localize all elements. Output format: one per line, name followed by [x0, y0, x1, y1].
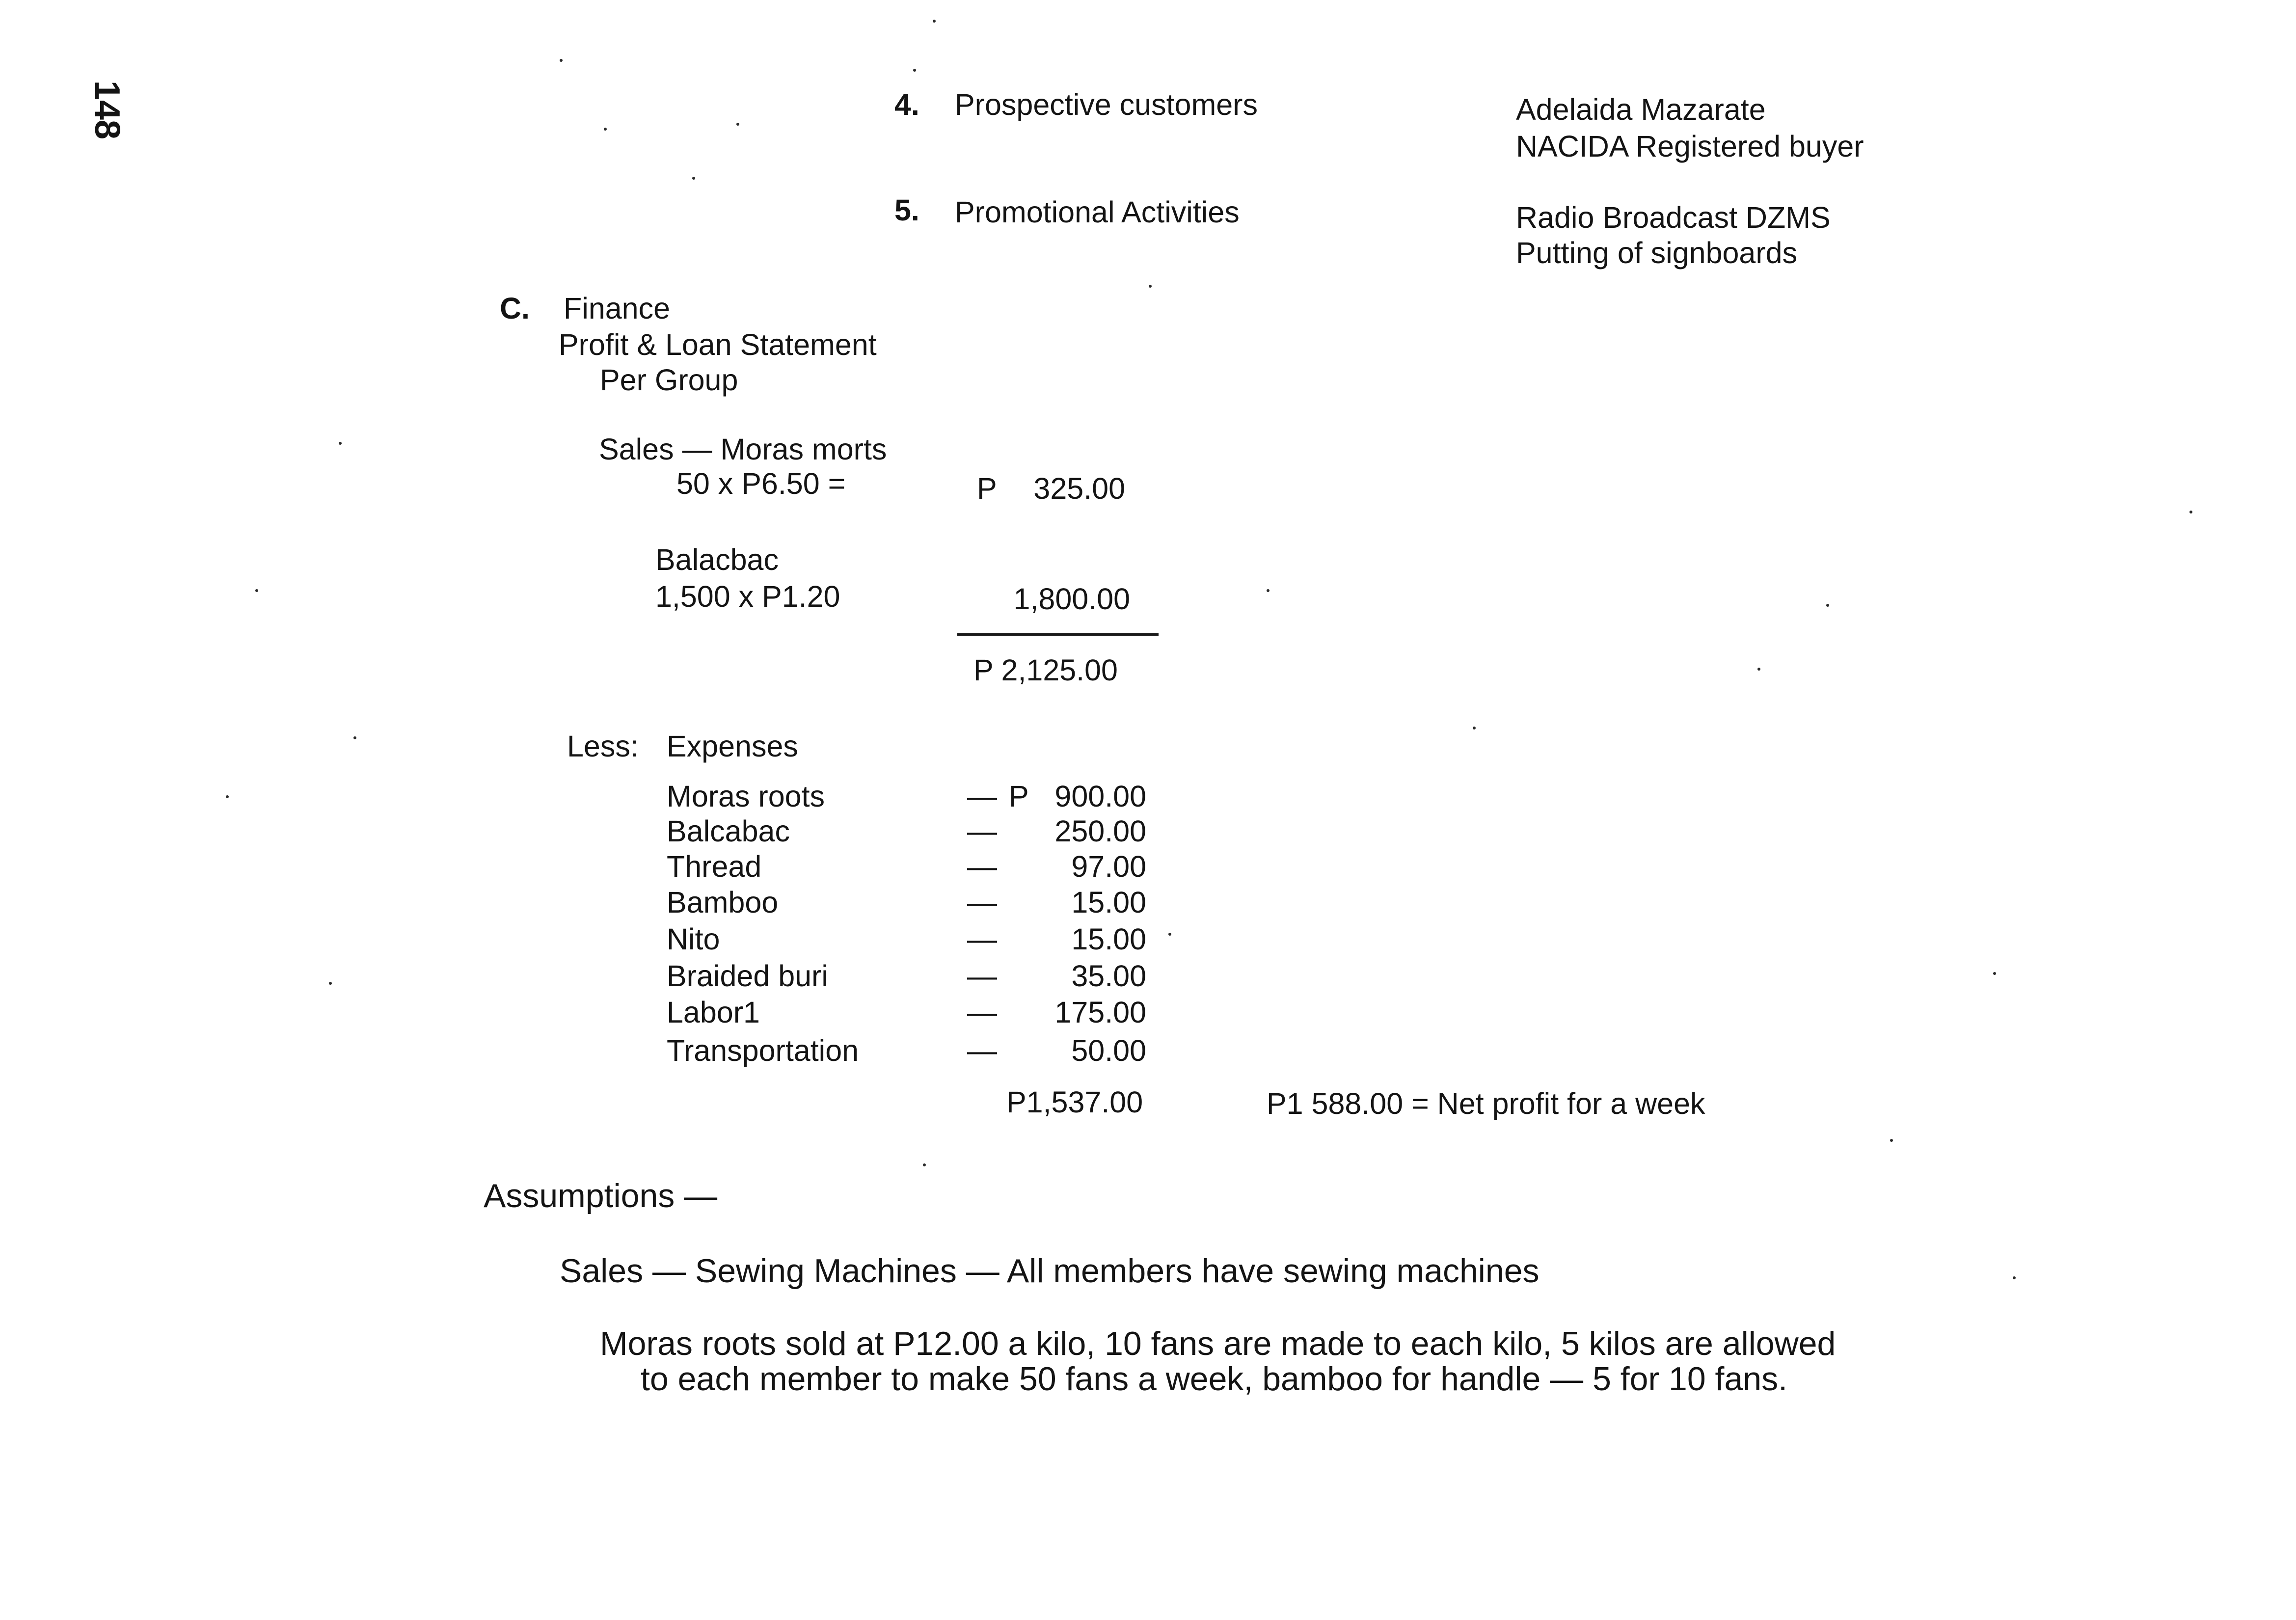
expense-name: Bamboo: [667, 886, 779, 919]
sales-row-2-calc: 1,500 x P1.20: [655, 580, 840, 613]
expense-dash: —: [967, 886, 997, 919]
statement-subtitle: Per Group: [600, 363, 738, 397]
expense-name: Moras roots: [667, 780, 825, 813]
expense-dash: —: [967, 959, 997, 993]
expense-name: Thread: [667, 850, 762, 883]
expense-name: Transportation: [667, 1034, 859, 1067]
section-letter: C.: [500, 292, 530, 325]
page-number: 148: [87, 80, 127, 140]
sales-row-1-currency: P: [977, 472, 997, 505]
assumptions-paragraph-line-1: Moras roots sold at P12.00 a kilo, 10 fans are made to each kilo, 5 kilos are allowed: [600, 1325, 1836, 1362]
expense-dash: —: [967, 996, 997, 1029]
expense-dash: —: [967, 1034, 997, 1067]
item-5-value-line1: Radio Broadcast DZMS: [1516, 201, 1831, 234]
expense-amount: 50.00: [1071, 1034, 1146, 1067]
assumptions-heading: Assumptions —: [484, 1177, 718, 1215]
expenses-total: P1,537.00: [1006, 1085, 1143, 1119]
sales-row-2-name: Balacbac: [655, 543, 779, 576]
item-4-value-line2: NACIDA Registered buyer: [1516, 130, 1864, 163]
expense-amount: 15.00: [1071, 922, 1146, 956]
subtotal-rule: [957, 633, 1159, 636]
sales-total: P 2,125.00: [973, 653, 1118, 687]
expense-amount: 250.00: [1054, 814, 1146, 848]
statement-title: Profit & Loan Statement: [559, 328, 877, 361]
net-profit: P1 588.00 = Net profit for a week: [1267, 1087, 1705, 1120]
sales-heading: Sales — Moras morts: [599, 432, 887, 466]
expense-amount: 15.00: [1071, 886, 1146, 919]
sales-row-1-calc: 50 x P6.50 =: [676, 467, 846, 500]
expense-amount: 175.00: [1054, 996, 1146, 1029]
item-4-value-line1: Adelaida Mazarate: [1516, 93, 1766, 126]
expense-dash: —: [967, 850, 997, 883]
item-5-number: 5.: [894, 193, 919, 227]
less-label: Less:: [567, 729, 639, 763]
expense-dash: —: [967, 922, 997, 956]
expense-name: Labor1: [667, 996, 760, 1029]
expense-amount: 35.00: [1071, 959, 1146, 993]
sales-row-1-amount: 325.00: [1033, 472, 1125, 505]
expense-name: Nito: [667, 922, 720, 956]
assumptions-line-1: Sales — Sewing Machines — All members have sewing machines: [560, 1252, 1540, 1290]
item-5-value-line2: Putting of signboards: [1516, 236, 1798, 270]
sales-row-2-amount: 1,800.00: [1013, 582, 1130, 616]
item-4-number: 4.: [894, 88, 919, 121]
section-title: Finance: [564, 292, 671, 325]
assumptions-paragraph-line-2: to each member to make 50 fans a week, bamboo for handle — 5 for 10 fans.: [641, 1360, 1787, 1398]
expense-name: Braided buri: [667, 959, 828, 993]
expense-dash: —: [967, 780, 997, 813]
expense-name: Balcabac: [667, 814, 790, 848]
expense-currency: P: [1009, 780, 1029, 813]
expense-dash: —: [967, 814, 997, 848]
item-5-label: Promotional Activities: [955, 195, 1240, 229]
expenses-label: Expenses: [667, 729, 798, 763]
item-4-label: Prospective customers: [955, 88, 1258, 121]
expense-amount: 97.00: [1071, 850, 1146, 883]
expense-amount: 900.00: [1054, 780, 1146, 813]
